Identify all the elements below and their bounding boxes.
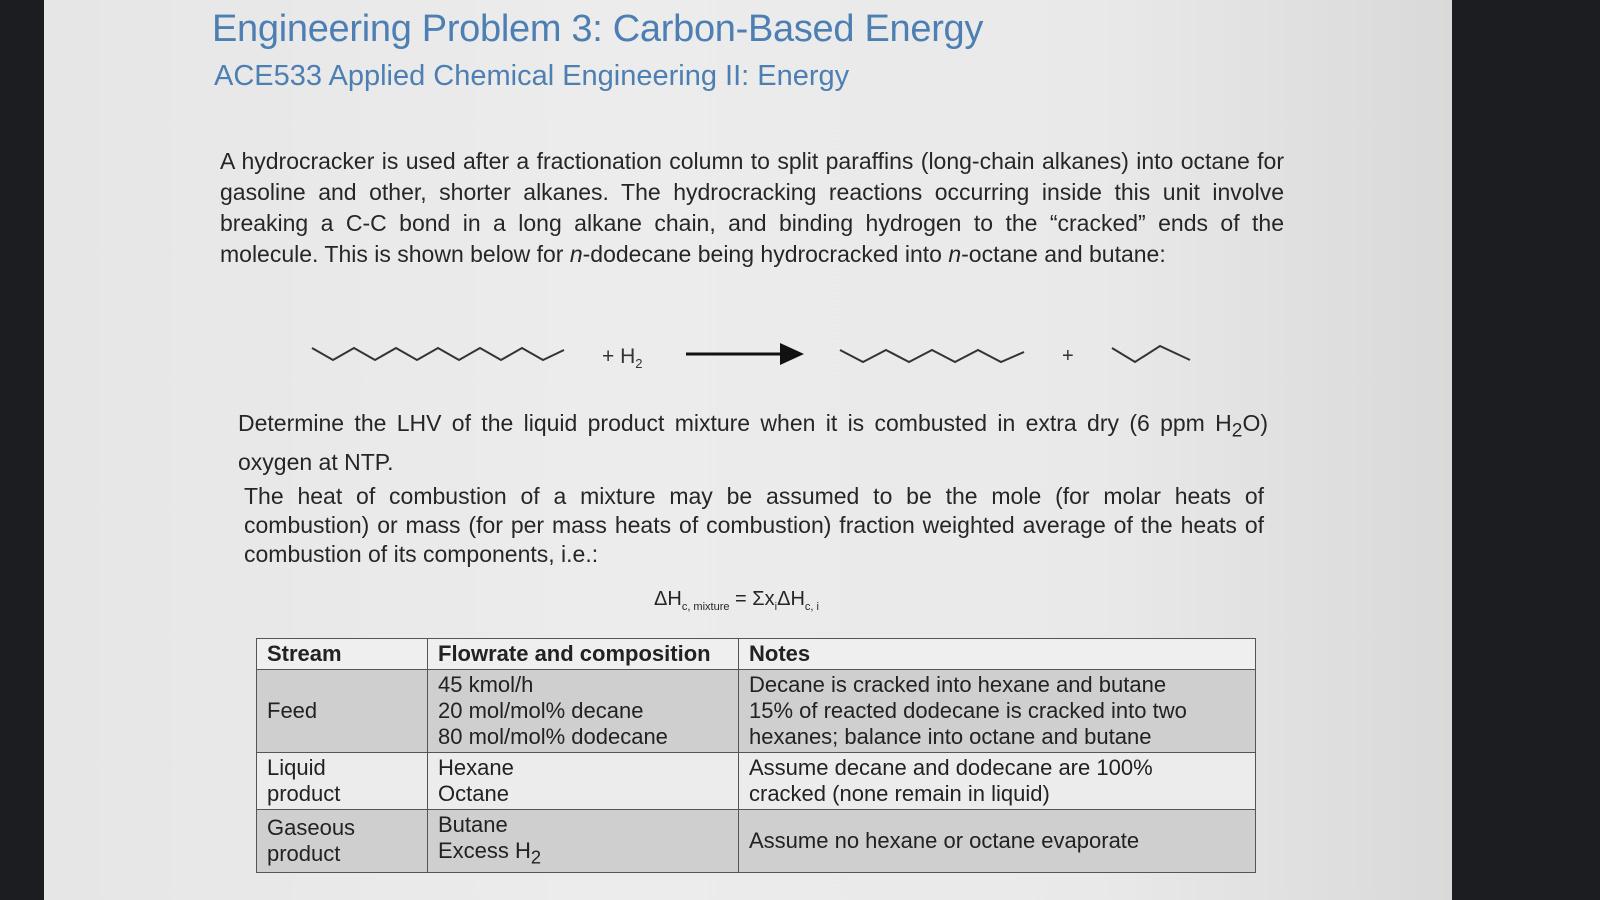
gaseous-stream-label-1: Gaseous — [267, 815, 356, 841]
liquid-stream-label-2: product — [267, 781, 341, 806]
formula-lhs-sub: c, mixture — [681, 601, 730, 613]
question-paragraph — [238, 408, 1268, 477]
table-row-feed — [257, 670, 1256, 753]
feed-note-1: Decane is cracked into hexane and butane — [749, 672, 1167, 697]
feed-flowrate: 45 kmol/h — [438, 672, 534, 697]
gaseous-excess-h2 — [438, 838, 728, 870]
liquid-octane: Octane — [438, 781, 509, 806]
liquid-stream-label-1: Liquid — [267, 755, 326, 780]
liquid-notes-cell — [739, 753, 1256, 810]
gaseous-stream-label-2: product — [267, 841, 341, 867]
table-row-liquid — [257, 753, 1256, 810]
table-header-row — [257, 639, 1256, 670]
formula-lhs: ΔH — [654, 588, 682, 610]
intro-text-3: -octane and butane: — [961, 241, 1166, 267]
method-paragraph: The heat of combustion of a mixture may be assumed to be the mole (for molar heats of combustion) or mass (for per mass heats of combustion) fraction weighted average of the heats of combustion of its components, i.e.: — [244, 483, 1264, 567]
liquid-hexane: Hexane — [438, 755, 514, 780]
gaseous-note-1: Assume no hexane or octane evaporate — [749, 828, 1140, 854]
gaseous-butane: Butane — [438, 812, 508, 837]
formula-rhs: ΔH — [777, 588, 805, 610]
stream-table — [256, 638, 1256, 873]
feed-note-2: 15% of reacted dodecane is cracked into two — [749, 698, 1187, 723]
course-subtitle: ACE533 Applied Chemical Engineering II: Energy — [214, 60, 850, 92]
hydrocracking-reaction-diagram — [300, 330, 1240, 380]
feed-decane-fraction: 20 mol/mol% decane — [438, 698, 644, 723]
intro-italic-n-2: n — [948, 241, 962, 267]
header-notes: Notes — [739, 639, 1256, 670]
feed-note-3: hexanes; balance into octane and butane — [749, 724, 1152, 749]
feed-notes-cell — [739, 670, 1256, 753]
liquid-stream-cell — [257, 753, 428, 810]
formula-sum: = Σx — [729, 588, 775, 610]
feed-dodecane-fraction: 80 mol/mol% dodecane — [438, 724, 668, 749]
formula-x-sub: i — [774, 601, 778, 613]
product-plus-sign: + — [1062, 345, 1074, 367]
question-text-2: O) oxygen at NTP. — [238, 410, 1268, 475]
gaseous-stream-cell — [257, 810, 428, 873]
gaseous-excess-h: Excess H — [438, 838, 531, 863]
intro-text-2: -dodecane being hydrocracked into — [582, 241, 949, 267]
mixture-heat-formula — [654, 588, 819, 613]
feed-stream-label: Feed — [267, 698, 318, 723]
hydrogen-reactant: + $H_2$ — [602, 345, 643, 371]
liquid-note-1: Assume decane and dodecane are 100% — [749, 755, 1153, 780]
page-title: Engineering Problem 3: Carbon-Based Energy — [212, 8, 984, 50]
gaseous-h2-subscript: 2 — [530, 846, 542, 868]
reaction-arrow-head — [780, 343, 804, 365]
octane-skeletal-structure — [840, 350, 1024, 362]
question-subscript: 2 — [1231, 420, 1243, 442]
gaseous-composition-cell — [428, 810, 739, 873]
table-row-gaseous — [257, 810, 1256, 873]
gaseous-notes-cell — [739, 810, 1256, 873]
header-stream: Stream — [257, 639, 428, 670]
feed-composition-cell — [428, 670, 739, 753]
formula-rhs-sub: c, i — [804, 601, 819, 613]
header-flowrate: Flowrate and composition — [428, 639, 739, 670]
liquid-note-2: cracked (none remain in liquid) — [749, 781, 1050, 806]
intro-paragraph — [220, 146, 1284, 270]
intro-italic-n-1: n — [569, 241, 583, 267]
intro-text-1: A hydrocracker is used after a fractionation column to split paraffins (long-chain alkanes) into octane for gasoline and other, shorter alkanes. The hydrocracking reactions occurring inside this unit involve breaking a C-C bond in a long alkane chain, and binding hydrogen to the “cracked” ends of the molecule. This is shown below for — [220, 148, 1284, 267]
feed-stream-cell — [257, 670, 428, 753]
butane-skeletal-structure — [1112, 346, 1190, 362]
dodecane-skeletal-structure — [312, 348, 564, 360]
liquid-composition-cell — [428, 753, 739, 810]
question-text-1: Determine the LHV of the liquid product mixture when it is combusted in extra dry (6 ppm H — [238, 410, 1232, 436]
